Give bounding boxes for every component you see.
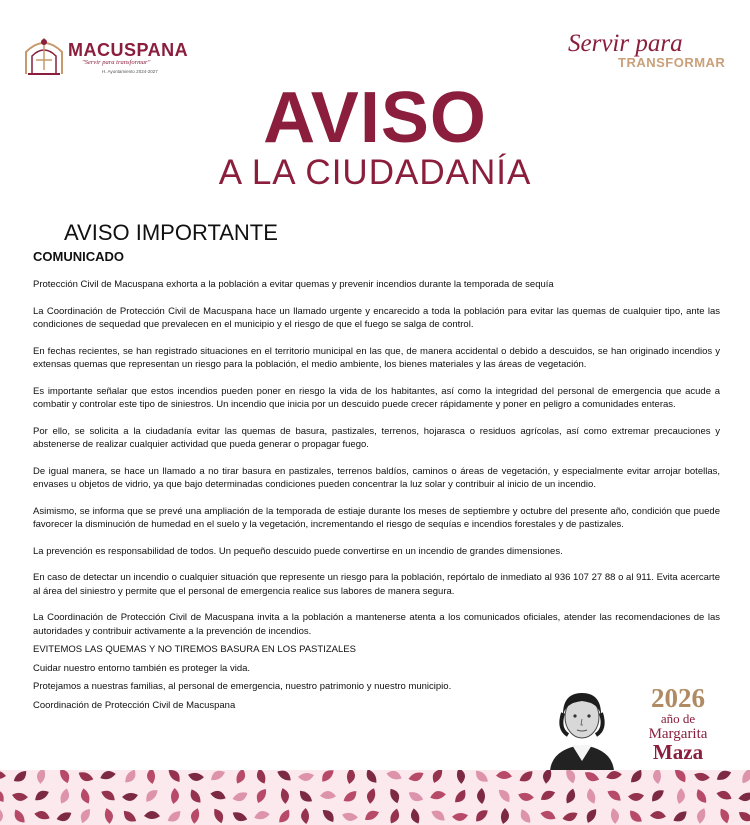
macuspana-logo [22, 30, 202, 82]
year-logo [628, 685, 728, 763]
servir-para-transformar-logo [565, 28, 730, 78]
margarita-maza-portrait [542, 683, 622, 771]
notice-heading: AVISO IMPORTANTE [64, 220, 278, 245]
logo-period: H. Ayuntamiento 2024-2027 [102, 69, 158, 74]
logo-motto: "Servir para transformar" [82, 59, 151, 66]
year-number: 2026 [651, 683, 705, 713]
macuspana-emblem-icon [22, 30, 66, 76]
paragraph: Por ello, se solicita a la ciudadanía evitar las quemas de basura, pastizales, terrenos, hojarasca o residuos agrícolas, así como extremar precauciones y abstenerse de realizar cualquier actividad que pueda generar o propagar fuego. [33, 425, 720, 450]
notice-body [33, 278, 720, 717]
paragraph: La Coordinación de Protección Civil de Macuspana invita a la población a mantenerse atenta a los comunicados oficiales, atender las recomendaciones de las autoridades y contribuir activamente a la prevención de incendios. [33, 612, 720, 637]
paragraph: Es importante señalar que estos incendios pueden poner en riesgo la vida de los habitantes, así como la integridad del personal de emergencia que acude a combatir y controlar este tipo de siniestros. Un incendio que inicia por un descuido puede crecer rápidamente y poner en peligro a comunidades enteras. [33, 385, 720, 410]
closing-line: Protejamos a nuestras familias, al personal de emergencia, nuestro patrimonio y nuestro municipio. [33, 681, 452, 692]
page-subtitle: A LA CIUDADANÍA [218, 153, 532, 192]
notice-subheading: COMUNICADO [33, 249, 124, 264]
logo-script-text: Servir para [568, 30, 683, 57]
logo-bold-text: TRANSFORMAR [618, 55, 726, 70]
paragraph: En caso de detectar un incendio o cualquier situación que represente un riesgo para la población, repórtalo de inmediato al 936 107 27 88 o al 911. Evita acercarte al área del siniestro y permite que el personal de emergencia realice sus labores de manera segura. [33, 572, 720, 597]
closing-line: Cuidar nuestro entorno también es proteger la vida. [33, 662, 251, 674]
year-line3: Maza [652, 740, 704, 765]
year-line1: año de [660, 711, 696, 726]
year-line2: Margarita [648, 725, 708, 742]
logo-name: MACUSPANA [68, 40, 189, 60]
paragraph: La Coordinación de Protección Civil de Macuspana hace un llamado urgente y encarecido a toda la población para evitar las quemas de cualquier tipo, ante las condiciones de sequedad que prevalecen en el municipio y el riesgo de que el fuego se salga de control. [33, 305, 720, 330]
paragraph: De igual manera, se hace un llamado a no tirar basura en pastizales, terrenos baldíos, caminos o áreas de vegetación, y especialmente evitar arrojar botellas, envases u objetos de vidrio, ya que bajo determinadas condiciones pueden concentrar la luz solar y contribuir al inicio de un incendio. [33, 465, 720, 490]
floral-pattern-band [0, 770, 750, 825]
paragraph: La prevención es responsabilidad de todos. Un pequeño descuido puede convertirse en un incendio de grandes dimensiones. [33, 545, 563, 557]
closing-signature: Coordinación de Protección Civil de Macuspana [33, 699, 236, 711]
page-title: AVISO [263, 78, 487, 158]
paragraph: En fechas recientes, se han registrado situaciones en el territorio municipal en las que, de manera accidental o debido a descuidos, se han originado incendios y extensas quemas que representan un riesgo para la población, el medio ambiente, los bienes materiales y las áreas de vegetación. [33, 345, 720, 370]
closing-line: EVITEMOS LAS QUEMAS Y NO TIREMOS BASURA EN LOS PASTIZALES [33, 644, 356, 655]
paragraph: Asimismo, se informa que se prevé una ampliación de la temporada de estiaje durante los meses de septiembre y octubre del presente año, condición que puede favorecer la disminución de humedad en el suelo y la vegetación, incrementando el riesgo de sequías e incendios forestales y de pastizales. [33, 505, 720, 530]
floral-pattern-icon [0, 770, 750, 825]
paragraph: Protección Civil de Macuspana exhorta a la población a evitar quemas y prevenir incendios durante la temporada de sequía [33, 279, 554, 290]
